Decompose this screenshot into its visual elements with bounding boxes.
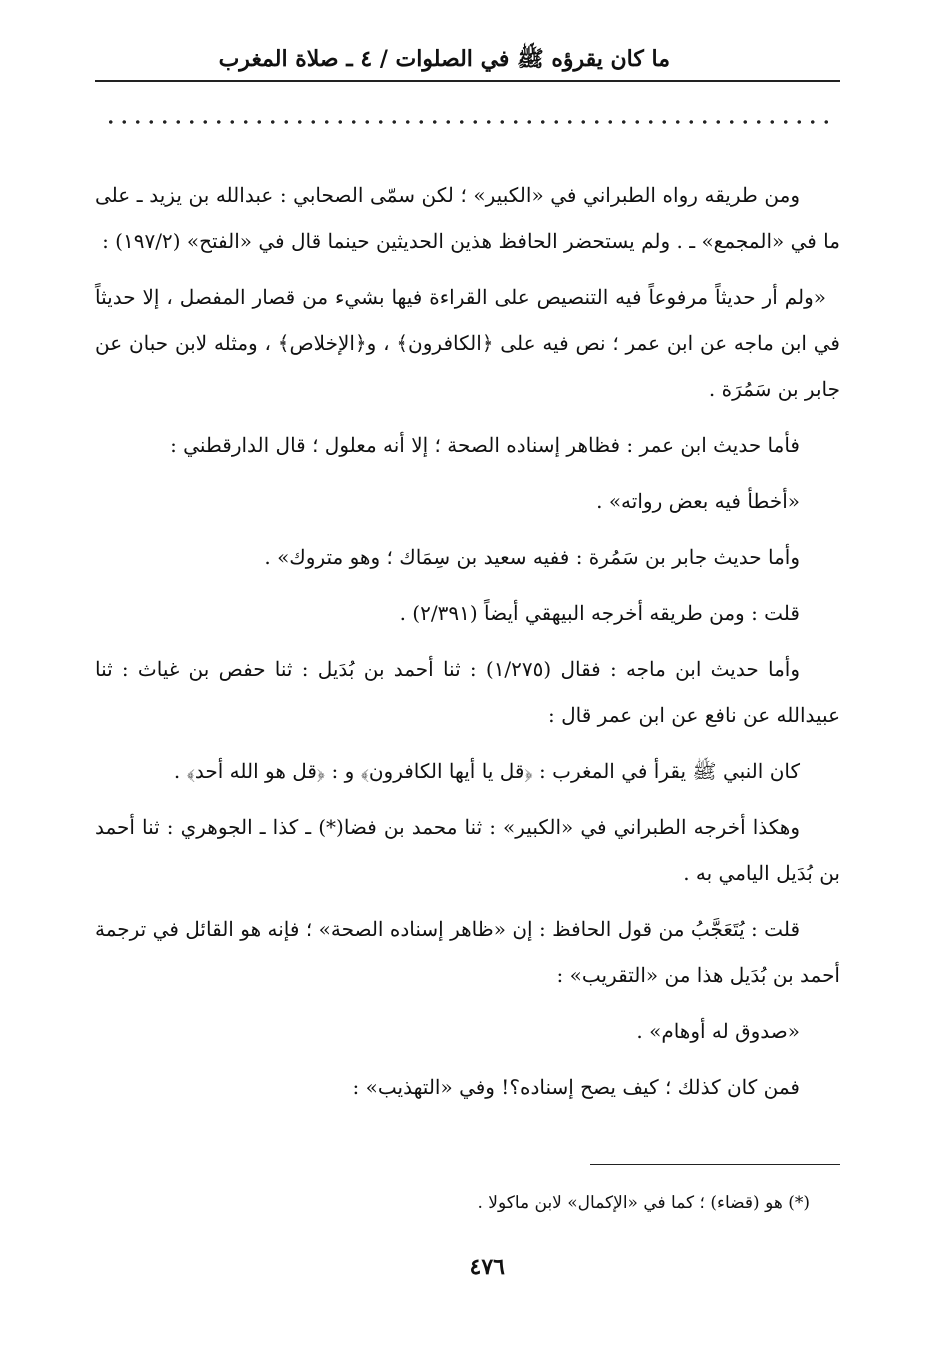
paragraph: وأما حديث ابن ماجه : فقال (١/٢٧٥) : ثنا أحمد بن بُدَيل : ثنا حفص بن غياث : ثنا عبيدالله عن نافع عن ابن عمر قال : xyxy=(95,657,840,727)
quote-paragraph: «أخطأ فيه بعض رواته» . xyxy=(596,489,800,513)
footnote: (*) هو (قضاء) ؛ كما في «الإكمال» لابن ماكولا . xyxy=(477,1193,810,1213)
dotted-separator xyxy=(104,116,834,128)
running-header: ما كان يقرؤه ﷺ في الصلوات / ٤ ـ صلاة المغرب xyxy=(218,46,670,72)
quote-paragraph: «ولم أر حديثاً مرفوعاً فيه التنصيص على القراءة فيها بشيء من قصار المفصل ، إلا حديثاً في ابن ماجه عن ابن عمر ؛ نص فيه على ﴿الكافرون﴾ ، و﴿الإخلاص﴾ ، ومثله لابن حبان عن جابر بن سَمُرَة . xyxy=(95,285,840,401)
paragraph: فمن كان كذلك ؛ كيف يصح إسناده؟! وفي «التهذيب» : xyxy=(352,1075,800,1099)
paragraph: ومن طريقه رواه الطبراني في «الكبير» ؛ لكن سمّى الصحابي : عبدالله بن يزيد ـ على ما في «المجمع» ـ . ولم يستحضر الحافظ هذين الحديثين حينما قال في «الفتح» (١٩٧/٢) : xyxy=(95,183,840,253)
paragraph: فأما حديث ابن عمر : فظاهر إسناده الصحة ؛ إلا أنه معلول ؛ قال الدارقطني : xyxy=(170,433,800,457)
paragraph: قلت : يُتَعَجَّبُ من قول الحافظ : إن «ظاهر إسناده الصحة» ؛ فإنه هو القائل في ترجمة أحمد بن بُدَيل هذا من «التقريب» : xyxy=(95,917,840,987)
footnote-rule xyxy=(590,1164,840,1165)
header-rule xyxy=(95,80,840,82)
paragraph: قلت : ومن طريقه أخرجه البيهقي أيضاً (٢/٣٩١) . xyxy=(399,601,800,625)
paragraph: وهكذا أخرجه الطبراني في «الكبير» : ثنا محمد بن فضا(*) ـ كذا ـ الجوهري : ثنا أحمد بن بُدَيل اليامي به . xyxy=(95,815,840,885)
quote-paragraph: «صدوق له أوهام» . xyxy=(636,1019,800,1043)
paragraph: وأما حديث جابر بن سَمُرة : ففيه سعيد بن سِمَاك ؛ وهو متروك» . xyxy=(264,545,800,569)
book-page xyxy=(95,30,840,1320)
hadith-text: كان النبي ﷺ يقرأ في المغرب : ﴿قل يا أيها الكافرون﴾ و : ﴿قل هو الله أحد﴾ . xyxy=(173,759,800,783)
page-number: ٤٧٦ xyxy=(469,1254,505,1280)
main-text xyxy=(95,172,840,1120)
